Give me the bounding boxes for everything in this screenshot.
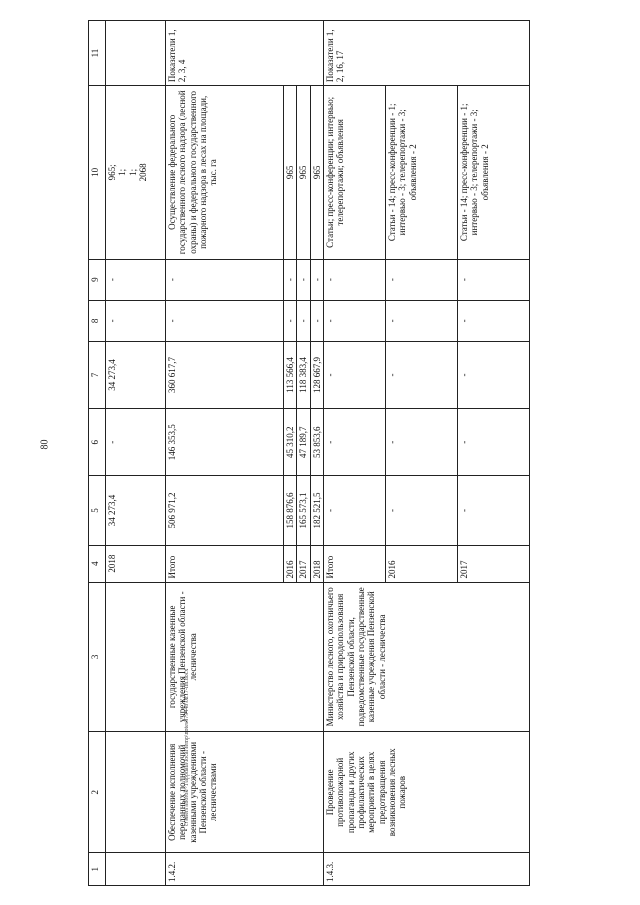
table-row xyxy=(166,21,284,886)
value-cell: - xyxy=(386,476,458,545)
value-cell: - xyxy=(106,300,166,341)
page-number: 80 xyxy=(39,439,51,450)
value-cell: - xyxy=(297,300,310,341)
item-name: Обеспечение исполнения переданных полномочий казенными учреждениями Пензенской области - лесничествами xyxy=(166,732,324,853)
total-label: Итого xyxy=(166,545,284,582)
value-cell: 45 310,2 xyxy=(284,409,297,476)
item-executor: Министерство лесного, охотничьего хозяйства и природопользования Пензенской области, подведомственные государственные казенные учреждения Пензенской области - лесничества xyxy=(324,582,530,732)
value-cell: 34 273,4 xyxy=(106,341,166,408)
value-cell: 53 853,6 xyxy=(310,409,323,476)
value-cell: - xyxy=(386,341,458,408)
indicators-ref: Показатели 1, 2, 3, 4 xyxy=(166,21,324,86)
program-table xyxy=(88,20,530,886)
indicators-ref: Показатели 1, 2, 16, 17 xyxy=(324,21,530,86)
value-cell: 146 353,5 xyxy=(166,409,284,476)
value-cell: - xyxy=(324,341,386,408)
rotated-page xyxy=(88,20,584,886)
year-cell: 2017 xyxy=(297,545,310,582)
year-cell: 2017 xyxy=(458,545,530,582)
item-number: 1.4.3. xyxy=(324,853,530,886)
value-cell: - xyxy=(458,476,530,545)
indicator-cell: 965; 1; 1; 2068 xyxy=(106,86,166,259)
value-cell: 165 573,1 xyxy=(297,476,310,545)
value-cell: - xyxy=(166,259,284,300)
indicator-cell: Статьи; пресс-конференции; интервью; телерепортажи; объявления xyxy=(324,86,386,259)
col-header: 11 xyxy=(89,21,106,86)
indicator-cell: Статьи - 14; пресс-конференции - 1; интервью - 3; телерепортажи - 3; объявления - 2 xyxy=(458,86,530,259)
value-cell: 182 521,5 xyxy=(310,476,323,545)
col-header: 3 xyxy=(89,582,106,732)
indicator-cell: Осуществление федерального государственного лесного надзора (лесной охраны) и федерального государственного пожарного надзора в лесах на площади, тыс. га xyxy=(166,86,284,259)
col-header: 7 xyxy=(89,341,106,408)
year-cell: 2016 xyxy=(386,545,458,582)
value-cell: - xyxy=(458,341,530,408)
header-row xyxy=(89,21,106,886)
col-header: 4 xyxy=(89,545,106,582)
value-cell: 158 876,6 xyxy=(284,476,297,545)
value-cell: 118 383,4 xyxy=(297,341,310,408)
total-label: Итого xyxy=(324,545,386,582)
value-cell: - xyxy=(386,259,458,300)
empty-cell xyxy=(106,21,166,86)
value-cell: - xyxy=(324,300,386,341)
year-cell: 2018 xyxy=(310,545,323,582)
col-header: 10 xyxy=(89,86,106,259)
value-cell: - xyxy=(386,300,458,341)
indicator-cell: 965 xyxy=(284,86,297,259)
value-cell: - xyxy=(310,259,323,300)
table-row xyxy=(106,21,166,886)
value-cell: - xyxy=(386,409,458,476)
value-cell: - xyxy=(297,259,310,300)
year-cell: 2018 xyxy=(106,545,166,582)
footer-file-path: c:\users\sborok~1\appdata\local\temp\notes87944b\0217-iin.docx xyxy=(184,668,190,826)
value-cell: - xyxy=(458,300,530,341)
table-row xyxy=(324,21,386,886)
value-cell: - xyxy=(310,300,323,341)
item-name: Проведение противопожарной пропаганды и других профилактических мероприятий в целях предотвращения возникновения лесных пожаров xyxy=(324,732,530,853)
value-cell: - xyxy=(166,300,284,341)
value-cell: 113 566,4 xyxy=(284,341,297,408)
value-cell: - xyxy=(458,409,530,476)
value-cell: - xyxy=(106,259,166,300)
value-cell: 128 667,9 xyxy=(310,341,323,408)
col-header: 6 xyxy=(89,409,106,476)
value-cell: - xyxy=(284,300,297,341)
value-cell: 506 971,2 xyxy=(166,476,284,545)
value-cell: - xyxy=(284,259,297,300)
table-container xyxy=(88,20,584,886)
value-cell: - xyxy=(458,259,530,300)
indicator-cell: 965 xyxy=(297,86,310,259)
col-header: 8 xyxy=(89,300,106,341)
value-cell: - xyxy=(324,259,386,300)
col-header: 1 xyxy=(89,853,106,886)
value-cell: 34 273,4 xyxy=(106,476,166,545)
value-cell: - xyxy=(106,409,166,476)
indicator-cell: 965 xyxy=(310,86,323,259)
value-cell: - xyxy=(324,476,386,545)
col-header: 2 xyxy=(89,732,106,853)
indicator-cell: Статьи - 14; пресс-конференции - 1; интервью - 3; телерепортажи - 3; объявления - 2 xyxy=(386,86,458,259)
value-cell: - xyxy=(324,409,386,476)
col-header: 9 xyxy=(89,259,106,300)
value-cell: 47 189,7 xyxy=(297,409,310,476)
item-number: 1.4.2. xyxy=(166,853,324,886)
year-cell: 2016 xyxy=(284,545,297,582)
col-header: 5 xyxy=(89,476,106,545)
item-executor: государственные казенные учреждения Пензенской области - лесничества xyxy=(166,582,324,732)
value-cell: 360 617,7 xyxy=(166,341,284,408)
